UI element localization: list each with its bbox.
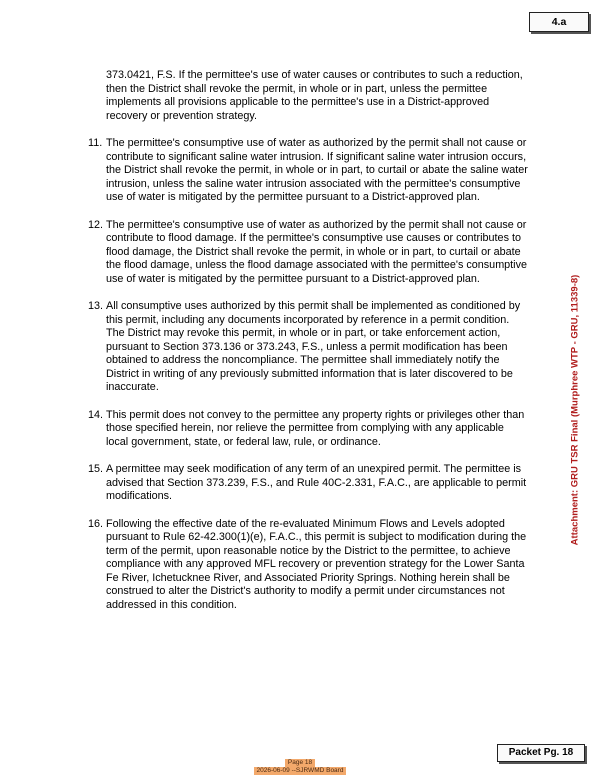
condition-text: The permittee's consumptive use of water as authorized by the permit shall not cause or contribute to significant saline water intrusion. If significant saline water intrusion occurs, the District shall revoke the permit, in whole or in part, to curtail or abate the saline water intrusion, unless the saline water intrusion associated with the permittee's consumptive use of water is mitigated by the permittee pursuant to a District-approved plan.	[106, 137, 528, 203]
condition-text: Following the effective date of the re-evaluated Minimum Flows and Levels adopted pursuant to Rule 62-42.300(1)(e), F.A.C., this permit is subject to modification during the term of the permit, upon reasonable notice by the District to the permittee, to achieve compliance with any approved MFL recovery or prevention strategy for the Lower Santa Fe River, Ichetucknee River, and Associated Priority Springs. Nothing herein shall be construed to alter the District's authority to modify a permit under circumstances not addressed in this condition.	[106, 517, 527, 611]
footer-stamp	[240, 759, 360, 775]
condition-number: 11.	[88, 137, 103, 149]
stamp-board: 2026-06-09 --SJRWMD Board	[254, 767, 347, 775]
page-tab-label: 4.a	[529, 12, 589, 32]
attachment-caption: Attachment: GRU TSR Final (Murphree WTP - GRU, 11339-8)	[569, 274, 581, 546]
condition-item	[88, 219, 528, 287]
stamp-page: Page 18	[285, 759, 315, 767]
condition-text: The permittee's consumptive use of water as authorized by the permit shall not cause or contribute to flood damage. If the permittee's consumptive use causes or contributes to flood damage, the District shall revoke the permit, in whole or in part, to curtail or abate the flood damage, unless the flood damage associated with the permittee's consumptive use of water is mitigated by the permittee pursuant to a District-approved plan.	[106, 218, 527, 285]
condition-item	[88, 518, 528, 613]
condition-item	[88, 409, 528, 450]
packet-page-number: Packet Pg. 18	[497, 744, 585, 762]
condition-text: This permit does not convey to the permittee any property rights or privileges other than those specified herein, nor relieve the permittee from complying with any applicable local government, state, or federal law, rule, or ordinance.	[106, 408, 525, 448]
condition-number: 15.	[88, 463, 104, 475]
lead-paragraph: 373.0421, F.S. If the permittee's use of water causes or contributes to such a reduction, then the District shall revoke the permit, in whole or in part, unless the permittee implements all provisions applicable to the permittee's use in a District-approved recovery or prevention strategy.	[106, 69, 523, 122]
condition-text: All consumptive uses authorized by this permit shall be implemented as conditioned by this permit, including any documents incorporated by reference in a permit condition. The District may revoke this permit, in whole or in part, or take enforcement action, pursuant to Section 373.136 or 373.243, F.S., unless a permit modification has been obtained to address the noncompliance. The permittee shall immediately notify the District in writing of any previously submitted information that is later discovered to be inaccurate.	[106, 300, 521, 393]
condition-item	[88, 300, 528, 395]
condition-item	[88, 137, 528, 205]
condition-item	[88, 463, 528, 504]
condition-number: 16.	[88, 517, 104, 530]
condition-text: A permittee may seek modification of any term of an unexpired permit. The permittee is advised that Section 373.239, F.S., and Rule 40C-2.331, F.A.C., are applicable to permit modifications.	[106, 463, 527, 502]
condition-number: 13.	[88, 300, 104, 312]
condition-number: 12.	[88, 218, 104, 231]
document-body	[88, 69, 528, 626]
condition-number: 14.	[88, 408, 104, 421]
